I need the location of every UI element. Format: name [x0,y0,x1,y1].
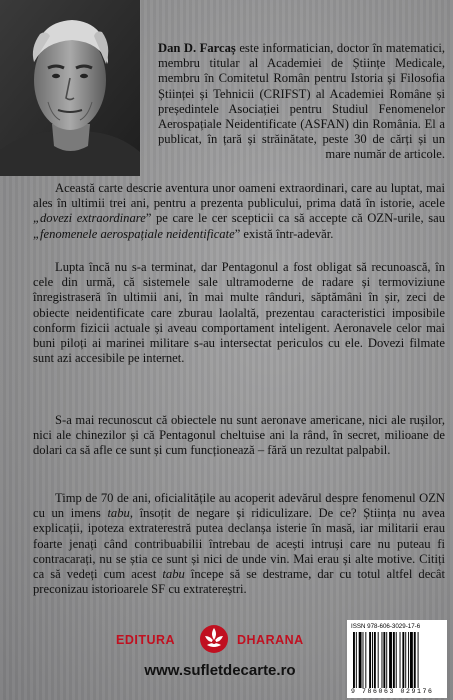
barcode-bar [389,632,392,688]
author-portrait-image [0,0,140,176]
barcode-bar [396,632,397,688]
barcode-bar [383,632,385,688]
paragraph-emphasis: „dovezi extraordinare [33,211,146,226]
barcode-bar [408,632,409,688]
publisher-name-right: DHARANA [237,633,304,647]
paragraph-text: ” există într-adevăr. [234,226,334,241]
paragraph-text: , însoțit de negare și ridiculizare. De ce? Știința nu avea explicații, ipoteza extraterestră putea declanșa isterie în masă, iar militarii erau foarte jenați când contribuabilii întrebau de acești intruși care nu puteau fi contracarați, nu se știa ce sunt și nici de unde vin. Mai erau și alte motive. Citiți ca să vedeți cum acest [33,506,446,582]
barcode-bar [400,632,401,688]
paragraph-text: Această carte descrie aventura unor oameni extraordinari, care au luptat, mai ales în ultimii trei ani, pentru a prezenta publicului, prima dată în istorie, acele [33,181,445,211]
paragraph-text: începe să se destrame, dar cu totul altfel decât preconizau istorioarele SF cu extratereștri. [33,567,445,597]
author-name: Dan D. Farcaș [158,41,236,55]
description-paragraph-3: S-a mai recunoscut că obiectele nu sunt aeronave americane, nici ale rușilor, nici ale chinezilor și că Pentagonul cheltuise ani la rând, în secret, milioane de dolari ca să afle ce sunt și cum funcționează – fără un rezultat palpabil. [33,413,445,458]
paragraph-emphasis: „fenomenele aerospațiale neidentificate [33,226,235,241]
barcode-bar [418,632,419,688]
barcode-bar [365,632,366,688]
barcode-bar [405,632,406,688]
barcode-bar [414,632,416,688]
paragraph-text: ” pe care le cer scepticii ca să accepte că OZN-urile, sau [145,211,445,226]
barcode-bar [353,632,355,688]
barcode-bar [363,632,364,688]
barcode-bar [359,632,362,688]
barcode-bar [386,632,387,688]
publisher-lotus-logo-icon [199,624,229,654]
cover-footer [0,618,453,700]
website-url: www.sufletdecarte.ro [144,662,296,679]
author-photo [0,0,140,176]
publisher-name-left: EDITURA [116,633,176,647]
isbn-text: ISSN 978-606-3029-17-6 [351,623,421,630]
barcode-bars [351,632,443,688]
paragraph-emphasis: tabu [107,506,130,521]
barcode-bar [382,632,383,688]
isbn-barcode [347,620,447,698]
description-paragraph-2: Lupta încă nu s-a terminat, dar Pentagonul a fost obligat să recunoască, în cele din urmă, că sistemele sale ultramoderne de radare și termoviziune înregistraseră în ultimii ani, în mai multe rânduri, săptămâni în șir, zeci de obiecte neidentificate care zburau laolaltă, prezentau caracteristici imposibile conform fizicii actuale și aveau comportament inteligent. Aeronavele celor mai buni piloți ai marinei militare s-au intersectat periculos cu ele. Dovezi filmate sunt azi accesibile pe internet. [33,260,445,366]
barcode-bar [378,632,379,688]
barcode-bar [410,632,413,688]
barcode-bar [374,632,376,688]
barcode-bar [356,632,357,688]
barcode-bar [393,632,395,688]
barcode-bar [369,632,371,688]
paragraph-emphasis: tabu [162,567,185,582]
barcode-digits: 9 786063 029176 [351,688,434,695]
description-paragraph-1 [33,181,445,242]
author-bio-text: este informatician, doctor în matematici, membru titular al Academiei de Științe Medicale, membru în Comitetul Român pentru Istoria și Filosofia Științei și Tehnicii (CRIFST) al Academiei Române și președintele Asociației pentru Studiul Fenomenelor Aerospațiale Neidentificate (ASFAN) din România. El a publicat, în țară și străinătate, peste 30 de cărți și un mare număr de articole. [158,41,446,162]
description-paragraph-4 [33,491,445,597]
barcode-bar [402,632,404,688]
paragraph-text: Timp de 70 de ani, oficialitățile au acoperit adevărul despre fenomenul OZN cu un imens [33,491,445,521]
barcode-bar [372,632,373,688]
author-bio [158,41,445,163]
